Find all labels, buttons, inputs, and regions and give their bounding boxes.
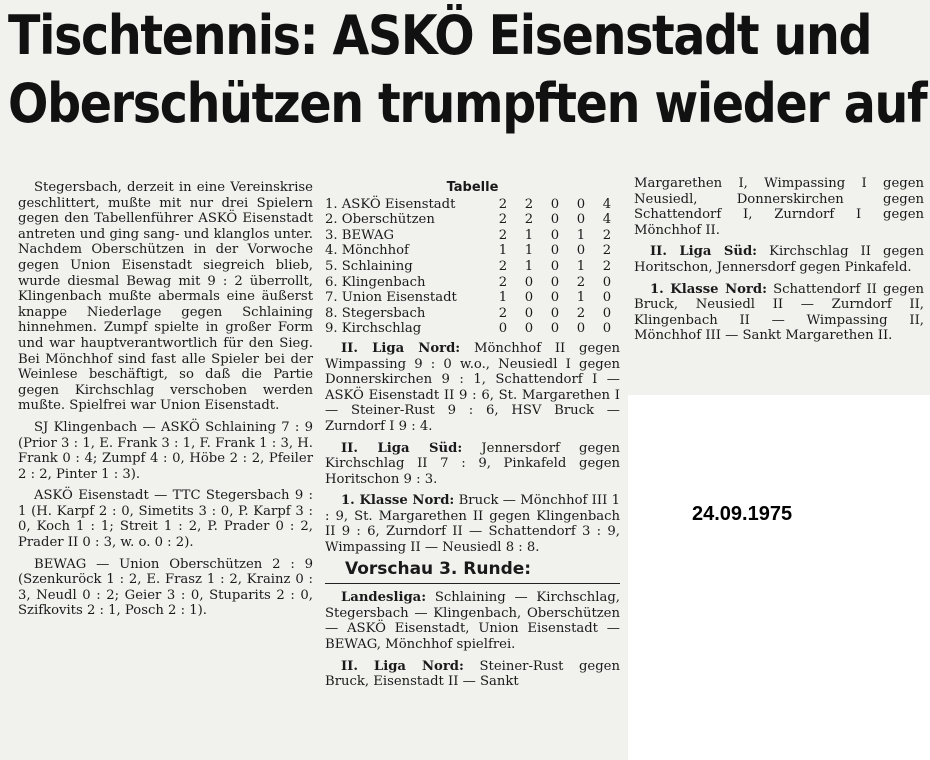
standings-sp: 2 [498,258,508,274]
standings-n: 0 [576,243,586,259]
article-column-2 [325,180,620,696]
preview-landesliga-text: Schlaining — Kirchschlag, Stegersbach — Klingenbach, Oberschützen — ASKÖ Eisenstadt, Union Eisenstadt — BEWAG, Mönchhof spielfrei. [325,590,620,653]
standings-team: 3. BEWAG [325,227,395,243]
standings-u: 0 [550,290,560,306]
preview-liga-nord-text: Steiner-Rust gegen Bruck, Eisenstadt II — Sankt [325,658,620,690]
preview-heading: Vorschau 3. Runde: [345,558,532,579]
results-liga-nord-text: Mönchhof II gegen Wimpassing 9 : 0 w.o., Neusiedl I gegen Donnerskirchen 9 : 1, Schattendorf I — ASKÖ Eisenstadt II 9 : 6, St. Margarethen I — Steiner-Rust 9 : 6, HSV Bruck — Zurndorf I 9 : 4. [325,340,621,434]
standings-row [325,306,620,322]
standings-n: 0 [576,321,586,337]
match-report-eisenstadt: ASKÖ Eisenstadt — TTC Stegersbach 9 : 1 (H. Karpf 2 : 0, Simetits 3 : 0, P. Karpf 3 : 0, Koch 1 : 1; Streit 1 : 2, P. Prader 0 : 2, Prader II 0 : 3, w. o. 0 : 2). [18,488,313,551]
standings-u: 0 [550,196,560,212]
standings-u: 0 [550,305,560,321]
standings-row [325,228,620,244]
results-liga-sued-label: II. Liga Süd: [341,440,463,456]
standings-sp: 2 [498,227,508,243]
preview-klasse-nord-text: Schattendorf II gegen Bruck, Neusiedl II — Zurndorf II, Klingenbach II — Wimpassing II, Mönchhof III — Sankt Margarethen II. [634,281,925,344]
standings-n: 2 [576,274,586,290]
standings-row [325,321,620,337]
standings-team: 7. Union Eisenstadt [325,290,457,306]
standings-sp: 1 [498,243,508,259]
preview-liga-sued-label: II. Liga Süd: [650,244,758,260]
standings-s: 0 [524,321,534,337]
divider [325,583,620,584]
standings-u: 0 [550,258,560,274]
standings-s: 1 [524,227,534,243]
standings-u: 0 [550,274,560,290]
standings-p: 2 [602,227,612,243]
standings-team: 8. Stegersbach [325,305,426,321]
results-liga-nord-label: II. Liga Nord: [341,340,461,356]
preview-liga-sued-text: Kirchschlag II gegen Horitschon, Jennersdorf gegen Pinkafeld. [634,244,924,275]
standings-u: 0 [550,212,560,228]
standings-team: 5. Schlaining [325,258,413,274]
match-report-klingenbach: SJ Klingenbach — ASKÖ Schlaining 7 : 9 (Prior 3 : 1, E. Frank 3 : 1, F. Frank 1 : 3, H. Frank 0 : 4; Zumpf 4 : 0, Höbe 2 : 2, Pfeiler 2 : 2, Pinter 1 : 3). [18,419,313,482]
standings-n: 0 [576,196,586,212]
standings-sp: 2 [498,305,508,321]
standings-team: 2. Oberschützen [325,212,435,228]
standings-p: 2 [602,243,612,259]
results-klasse-nord-label: 1. Klasse Nord: [341,493,455,509]
preview-klasse-nord-label: 1. Klasse Nord: [650,281,767,297]
standings-n: 1 [576,290,586,306]
standings-sp: 2 [498,274,508,290]
standings-sp: 2 [498,196,508,212]
article-column-3 [634,176,924,350]
standings-s: 0 [524,274,534,290]
standings-s: 1 [524,243,534,259]
date-stamp: 24.09.1975 [692,503,793,525]
standings-u: 0 [550,227,560,243]
standings-p: 0 [602,305,612,321]
standings-row [325,275,620,291]
standings-n: 1 [576,258,586,274]
preview-landesliga [325,590,620,652]
preview-liga-nord-continued: Margarethen I, Wimpassing I gegen Neusiedl, Donnerskirchen gegen Schattendorf I, Zurndorf I gegen Mönchhof II. [634,176,924,238]
headline [8,2,927,138]
headline-line-2: Oberschützen trumpften wieder auf [8,72,927,135]
results-klasse-nord-text: Bruck — Mönchhof III 1 : 9, St. Margarethen II gegen Klingenbach II 9 : 6, Zurndorf II — Schattendorf 3 : 9, Wimpassing II — Neusiedl 8 : 8. [325,493,620,556]
standings-s: 0 [524,305,534,321]
standings-row [325,259,620,275]
standings-table [325,197,620,337]
standings-s: 2 [524,212,534,228]
standings-team: 9. Kirchschlag [325,321,422,337]
results-liga-sued [325,441,620,488]
standings-n: 2 [576,305,586,321]
preview-landesliga-label: Landesliga: [341,590,427,606]
standings-team: 4. Mönchhof [325,243,409,259]
standings-row [325,197,620,213]
preview-klasse-nord [634,282,924,344]
standings-p: 4 [602,212,612,228]
standings-sp: 0 [498,321,508,337]
standings-team: 1. ASKÖ Eisenstadt [325,196,456,212]
preview-liga-sued [634,244,924,275]
standings-p: 2 [602,258,612,274]
standings-u: 0 [550,243,560,259]
results-liga-nord [325,341,620,435]
standings-row [325,212,620,228]
headline-line-1: Tischtennis: ASKÖ Eisenstadt und [8,4,872,67]
standings-team: 6. Klingenbach [325,274,426,290]
preview-liga-nord [325,659,620,690]
results-klasse-nord [325,493,620,555]
results-liga-sued-text: Jennersdorf gegen Kirchschlag II 7 : 9, Pinkafeld gegen Horitschon 9 : 3. [325,440,620,487]
standings-p: 0 [602,290,612,306]
match-report-bewag: BEWAG — Union Oberschützen 2 : 9 (Szenkuröck 1 : 2, E. Frasz 1 : 2, Krainz 0 : 3, Neudl 0 : 2; Geier 3 : 0, Stuparits 2 : 0, Szifkovits 2 : 1, Posch 2 : 1). [18,556,313,619]
intro-paragraph: Stegersbach, derzeit in eine Vereinskrise geschlittert, mußte mit nur drei Spielern gegen den Tabellenführer ASKÖ Eisenstadt antreten und ging sang- und klanglos unter. Nachdem Oberschützen in der Vorwoche gegen Union Eisenstadt siegreich blieb, wurde diesmal Bewag mit 9 : 2 überrollt, Klingenbach mußte abermals eine äußerst knappe Niederlage gegen Schlaining hinnehmen. Zumpf spielte in großer Form und war hauptverantwortlich für den Sieg. Bei Mönchhof sind fast alle Spieler bei der Weinlese beschäftigt, so daß die Partie gegen Kirchschlag verschoben werden mußte. Spielfrei war Union Eisenstadt. [18,180,313,414]
standings-p: 4 [602,196,612,212]
standings-sp: 1 [498,290,508,306]
standings-sp: 2 [498,212,508,228]
standings-row [325,290,620,306]
standings-n: 1 [576,227,586,243]
standings-u: 0 [550,321,560,337]
standings-title: Tabelle [446,180,499,195]
standings-p: 0 [602,274,612,290]
standings-row [325,243,620,259]
standings-p: 0 [602,321,612,337]
standings-s: 0 [524,290,534,306]
standings-s: 1 [524,258,534,274]
standings-s: 2 [524,196,534,212]
article-column-1 [18,180,313,625]
preview-liga-nord-label: II. Liga Nord: [341,658,464,674]
standings-n: 0 [576,212,586,228]
